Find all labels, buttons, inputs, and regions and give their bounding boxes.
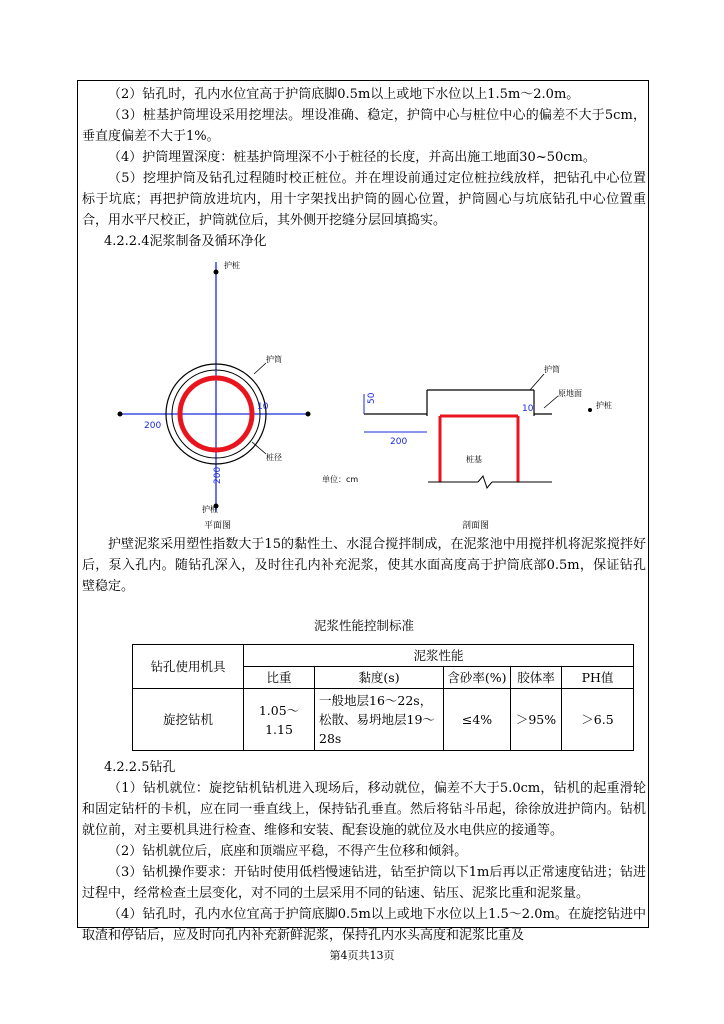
column-header: 黏度(s) [315, 667, 444, 689]
cell-ph: ＞6.5 [562, 689, 634, 751]
paragraph: （5）挖埋护筒及钻孔过程随时校正桩位。并在埋设前通过定位桩拉线放样，把钻孔中心位置标于坑底；再把护筒放进坑内，用十字架找出护筒的圆心位置，护筒圆心与坑底钻孔中心位置重合，用水平尺校正，护筒就位后，其外侧开挖缝分层回填捣实。 [82, 171, 646, 228]
section-view-title: 剖面图 [462, 521, 490, 531]
stake-left-marker [118, 412, 123, 417]
cell-colloid: ＞95% [511, 689, 562, 751]
cell-viscosity: 一般地层16～22s，松散、易坍地层19～28s [315, 689, 444, 751]
plan-view-title: 平面图 [204, 521, 232, 531]
paragraph: （4）护筒埋置深度：桩基护筒埋深不小于桩径的长度，并高出施工地面30~50cm。 [108, 150, 596, 165]
section-heading-4225: 4.2.2.5钻孔 [104, 760, 176, 775]
leader-line [254, 363, 266, 374]
column-header: 含砂率(%) [444, 667, 511, 689]
document-body [82, 84, 646, 946]
label-pile-body: 桩基 [466, 455, 482, 464]
header-mud-performance: 泥浆性能 [244, 645, 634, 667]
label-stake-top: 护桩 [224, 261, 240, 270]
dim-200-vertical: 200 [213, 466, 223, 484]
cell-sand: ≤4% [444, 689, 511, 751]
label-casing-section: 护筒 [544, 365, 560, 374]
paragraph: （3）钻机操作要求：开钻时使用低档慢速钻进，钻至护筒以下1m后再以正常速度钻进；钻进过程中，经常检查土层变化，对不同的土层采用不同的钻速、钻压、泥浆比重和泥浆量。 [82, 865, 646, 901]
label-stake-right: 护桩 [596, 401, 612, 410]
dim-10: 10 [257, 402, 269, 412]
paragraph: （2）钻孔时，孔内水位宜高于护筒底脚0.5m以上或地下水位以上1.5m～2.0m。 [108, 87, 580, 102]
page-footer: 第4页共13页 [329, 949, 395, 962]
paragraph: （4）钻孔时，孔内水位宜高于护筒底脚0.5m以上或地下水位以上1.5～2.0m。在旋挖钻进中取渣和停钻后，应及时向孔内补充新鲜泥浆，保持孔内水头高度和泥浆比重及 [82, 907, 646, 943]
section-view [364, 364, 612, 531]
header-machine: 钻孔使用机具 [133, 645, 244, 689]
section-heading-4224: 4.2.2.4泥浆制备及循环净化 [104, 234, 267, 249]
column-header: 比重 [244, 667, 315, 689]
table-caption: 泥浆性能控制标准 [313, 618, 414, 633]
leader-line [252, 442, 266, 454]
stake-right-section-marker [588, 408, 592, 412]
dim-50: 50 [367, 392, 377, 404]
cell-machine: 旋挖钻机 [133, 689, 244, 751]
dim-200-horizontal: 200 [144, 421, 162, 431]
casing-diagram [82, 256, 646, 531]
label-casing: 护筒 [266, 355, 282, 364]
break-symbol [478, 476, 492, 488]
label-pile: 桩径 [266, 453, 282, 462]
paragraph: （2）钻机就位后，底座和顶端应平稳，不得产生位移和倾斜。 [108, 844, 468, 859]
label-ground: 原地面 [558, 389, 582, 398]
paragraph: （1）钻机就位：旋挖钻机钻机进入现场后，移动就位，偏差不大于5.0cm，钻机的起重滑轮和固定钻杆的卡机，应在同一垂直线上，保持钻孔垂直。然后将钻斗吊起，徐徐放进护筒内。钻机就位前，对主要机具进行检查、维修和安装、配套设施的就位及水电供应的接通等。 [82, 781, 646, 838]
paragraph: （3）桩基护筒埋设采用挖埋法。埋设准确、稳定，护筒中心与桩位中心的偏差不大于5cm，垂直度偏差不大于1%。 [82, 108, 646, 144]
dim-200-section: 200 [390, 437, 408, 447]
stake-right-marker [306, 412, 311, 417]
stake-top-marker [214, 270, 219, 275]
unit-label: 单位：cm [322, 475, 359, 484]
label-stake-bottom: 护桩 [202, 505, 218, 514]
plan-view [118, 260, 311, 531]
paragraph: 护壁泥浆采用塑性指数大于15的黏性土、水混合搅拌制成，在泥浆池中用搅拌机将泥浆搅拌好后，泵入孔内。随钻孔深入，及时往孔内补充泥浆，使其水面高度高于护筒底部0.5m，保证钻孔壁稳定。 [82, 537, 646, 594]
mud-standard-table [132, 644, 634, 751]
column-header: 胶体率 [511, 667, 562, 689]
cell-density: 1.05～1.15 [244, 689, 315, 751]
leader-line [544, 396, 558, 408]
dim-10-section: 10 [522, 404, 534, 414]
leader-line [530, 374, 544, 390]
column-header: PH值 [562, 667, 634, 689]
